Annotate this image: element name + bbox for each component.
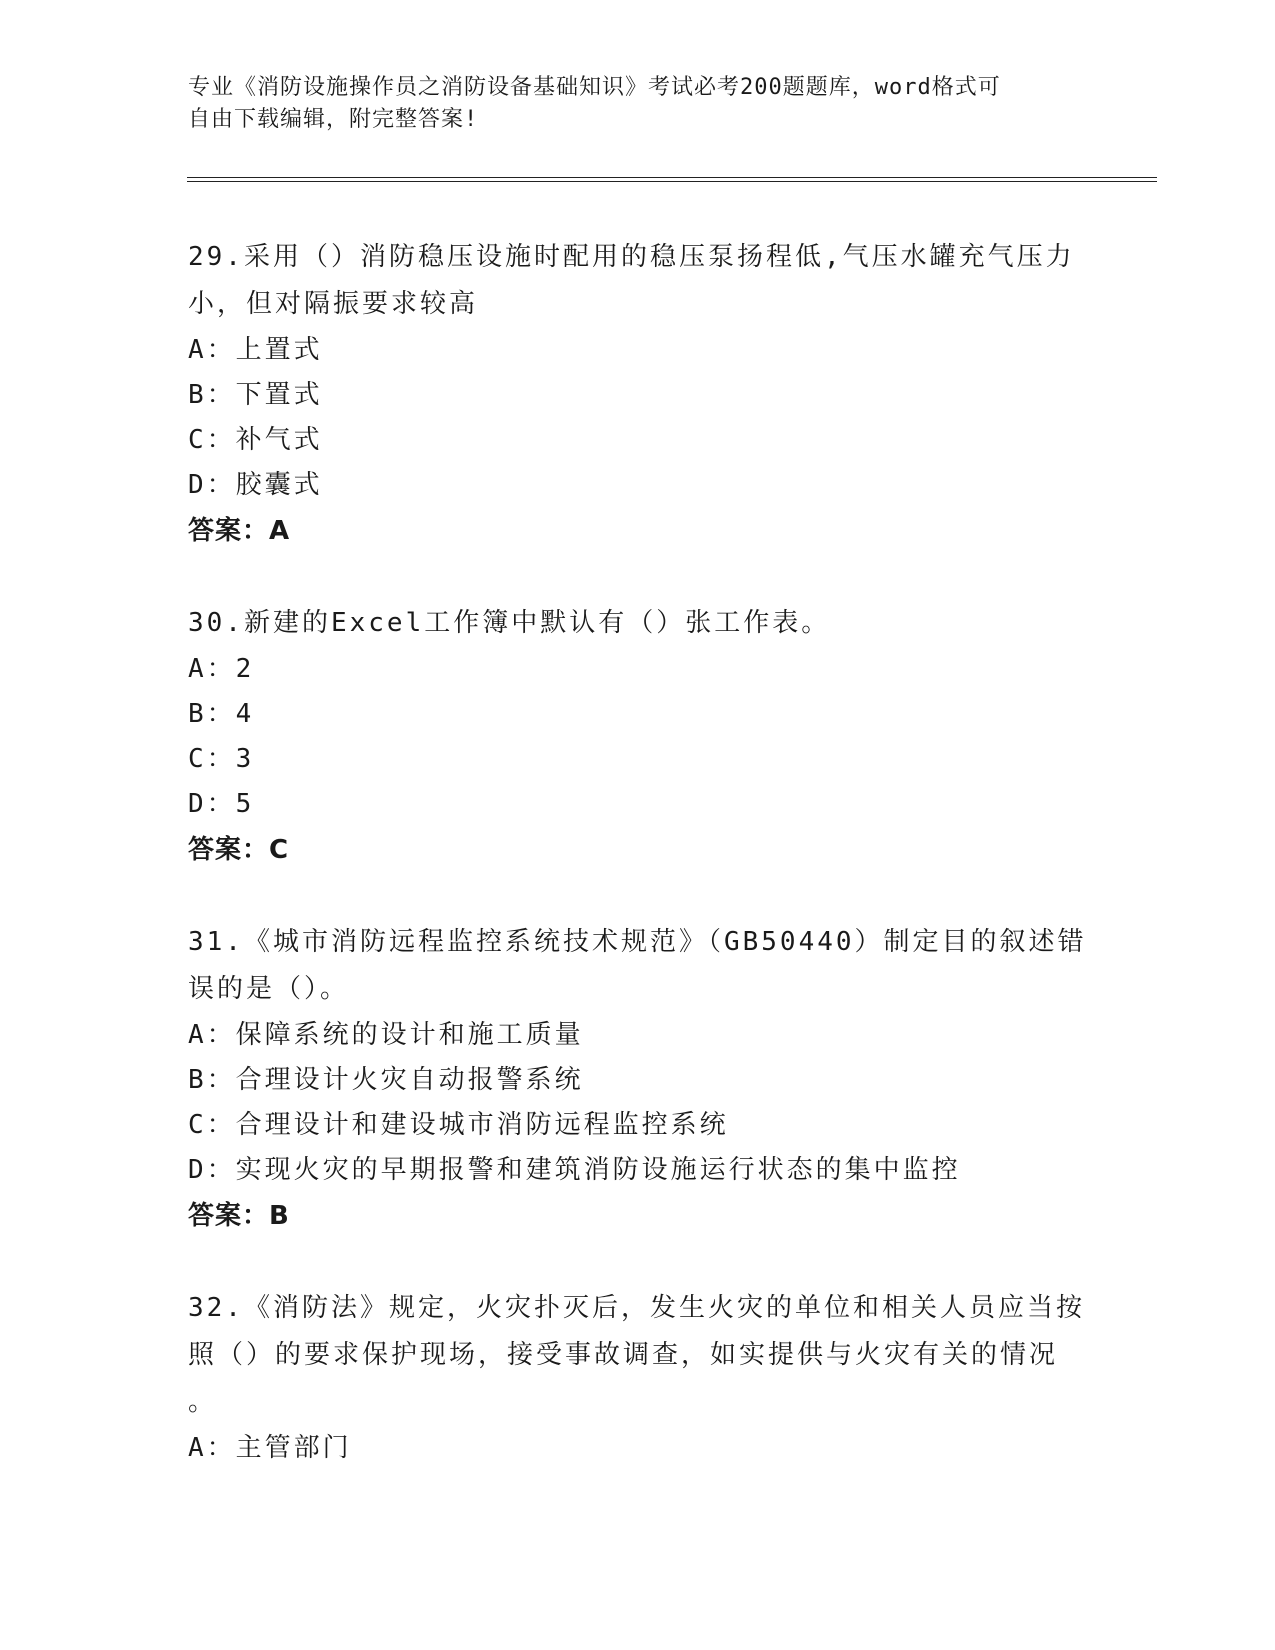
question-29	[188, 234, 1088, 554]
header-line-1: 专业《消防设施操作员之消防设备基础知识》考试必考200题题库，word格式可	[188, 75, 1001, 100]
option-c: C：补气式	[188, 425, 323, 455]
option-b: B：4	[188, 699, 255, 729]
question-text: 30.新建的Excel工作簿中默认有（）张工作表。	[188, 608, 831, 638]
option-a: A：保障系统的设计和施工质量	[188, 1020, 584, 1050]
document-header	[188, 72, 1068, 136]
question-text: 小，但对隔振要求较高	[188, 289, 479, 319]
option-a: A：主管部门	[188, 1433, 352, 1463]
option-c: C：3	[188, 744, 255, 774]
answer: 答案：B	[188, 1201, 290, 1231]
question-text: 31.《城市消防远程监控系统技术规范》（GB50440）制定目的叙述错	[188, 927, 1087, 957]
question-text: 。	[188, 1387, 218, 1417]
question-30	[188, 600, 1088, 873]
option-b: B：合理设计火灾自动报警系统	[188, 1065, 584, 1095]
option-c: C：合理设计和建设城市消防远程监控系统	[188, 1110, 729, 1140]
answer: 答案：C	[188, 835, 290, 865]
question-text: 32.《消防法》规定，火灾扑灭后，发生火灾的单位和相关人员应当按	[188, 1293, 1085, 1323]
question-text: 29.采用（）消防稳压设施时配用的稳压泵扬程低,气压水罐充气压力	[188, 242, 1075, 272]
question-32	[188, 1285, 1088, 1471]
option-b: B：下置式	[188, 380, 323, 410]
option-a: A：上置式	[188, 335, 323, 365]
question-text: 照（）的要求保护现场，接受事故调查，如实提供与火灾有关的情况	[188, 1340, 1059, 1370]
option-d: D：胶囊式	[188, 470, 323, 500]
answer: 答案：A	[188, 516, 291, 546]
option-d: D：实现火灾的早期报警和建筑消防设施运行状态的集中监控	[188, 1155, 961, 1185]
option-a: A：2	[188, 654, 255, 684]
header-divider	[187, 177, 1157, 182]
question-text: 误的是（）。	[188, 974, 350, 1004]
header-line-2: 自由下载编辑，附完整答案!	[188, 107, 479, 132]
question-31	[188, 919, 1088, 1239]
option-d: D：5	[188, 789, 255, 819]
question-list	[188, 234, 1088, 1517]
